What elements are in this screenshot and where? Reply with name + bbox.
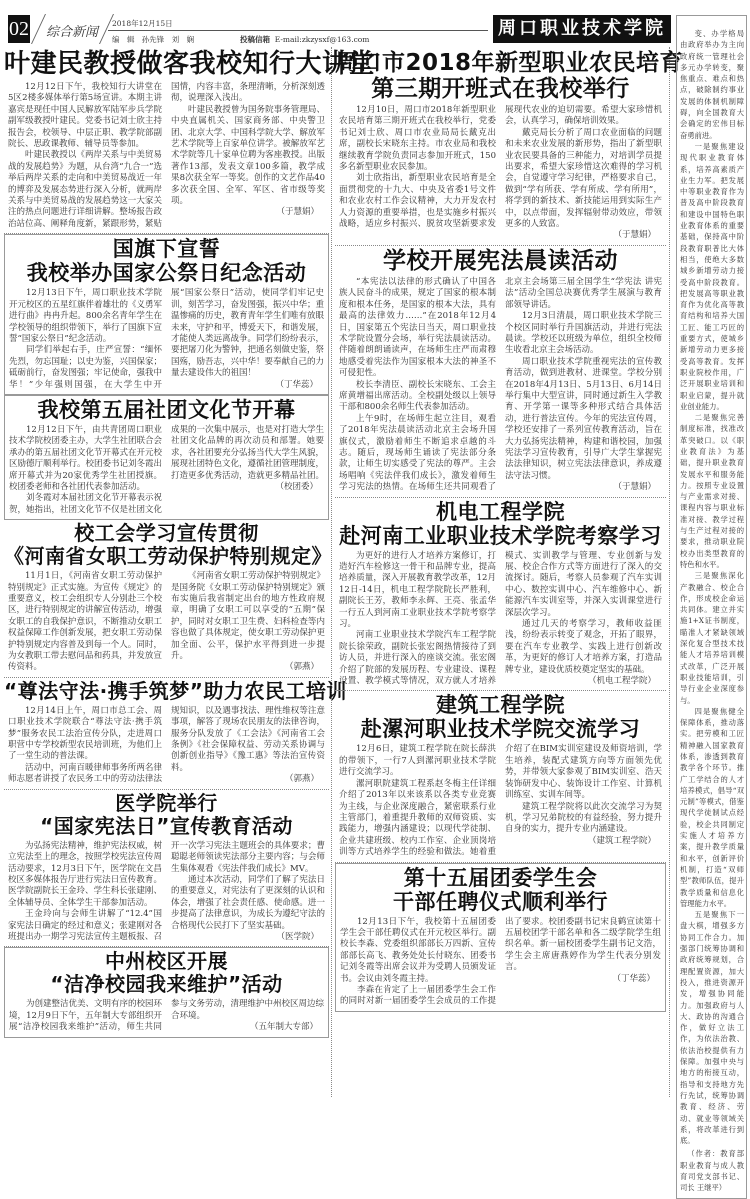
byline: （丁华蕊） bbox=[275, 379, 318, 390]
headline: 我校举办国家公祭日纪念活动 bbox=[26, 261, 307, 286]
editor-names: 孙先锋 刘 娴 bbox=[141, 35, 195, 44]
left-column bbox=[4, 48, 376, 1038]
headline: “尊法守法·携手筑梦”助力农民工培训 bbox=[4, 678, 347, 703]
byline: （五年制大专部） bbox=[249, 1022, 318, 1033]
headline: 机电工程学院 bbox=[436, 499, 565, 524]
paragraph: 校长李清臣、副校长宋晓东、工会主席黄增福出席活动。全校副处级以上领导干部和800余名师生代表参加活动。 bbox=[339, 379, 496, 413]
paragraph: 刘士欣指出，新型职业农民培育是全面贯彻党的十九大、中央及省委1号文件和农业农村工作会议精神，大力开发农村人力资源的重要举措，也是实施乡村振兴战略，适应乡村振兴、脱贫攻坚新要求发展现代农业的迫切需要。希望大家珍惜机会，认真学习，确保培训效果。 bbox=[339, 105, 662, 230]
sidebar-commentary bbox=[676, 15, 747, 1199]
article-body bbox=[339, 744, 662, 858]
article-body bbox=[9, 425, 324, 516]
byline: （机电工程学院） bbox=[587, 676, 656, 687]
paragraph: 一是聚焦建设现代职业教育体系，培养高素质产业生力军。把发展中等职业教育作为普及高中阶段教育和建设中国特色职业教育体系的重要基础，保持高中阶段教育职普比大体相当，使绝大多数城乡新增劳动力接受高中阶段教育。把发展高等职业教育作为优化高等教育结构和培养大国工匠、能工巧匠的重要方式，使城乡新增劳动力更多接受高等教育。发挥职业院校作用，广泛开展职业培训和职业启蒙，提升就业创业能力。 bbox=[680, 141, 744, 411]
masthead-logo: 周口职业技术学院 bbox=[493, 15, 671, 43]
byline: （医学院） bbox=[276, 931, 319, 942]
article-law-training bbox=[4, 678, 347, 790]
byline: （郭燕） bbox=[284, 774, 319, 785]
paragraph: 变、办学格局由政府举办为主向政府统一管理社会多元办学转变，聚焦重点、难点和热点，破除制约事业发展的体制机制障碍，向全国教育大会确定的宏伟目标奋勇前进。 bbox=[680, 29, 744, 140]
byline: （丁华蕊） bbox=[612, 973, 655, 984]
paragraph: “本宪法以法律的形式确认了中国各族人民奋斗的成果，规定了国家的根本制度和根本任务，是国家的根本大法，具有最高的法律效力……”在2018年12月4日，国家第五个宪法日当天，周口职业技术学院设置分会场，举行宪法晨读活动。伴随着朗朗诵读声，在场师生庄严而肃穆地感受着宪法作为国家根本大法的神圣不可侵犯性。 bbox=[339, 276, 496, 379]
editor-label: 编 辑 bbox=[112, 35, 135, 44]
headline: “国家宪法日”宣传教育活动 bbox=[40, 813, 293, 838]
paragraph: 建筑工程学院将以此次交流学习为契机，学习兄弟院校的有益经验，努力提升自身的实力，提升专业内涵建设。 bbox=[505, 801, 662, 835]
paragraph: 12月13日下午，我校第十五届团委学生会干部任聘仪式在开元校区举行。副校长李森、党委组织部部长万四新、宣传部部长高飞、教务处处长付晓东、团委书记刘冬霞等出席会议并为受聘人员颁发证书。会议由刘冬霞主持。 bbox=[340, 916, 496, 984]
headline: 国旗下宣誓 bbox=[112, 237, 221, 262]
article-constitution-reading bbox=[335, 246, 666, 498]
paragraph: 活动中，河南百暖律师事务所两名律师志愿者讲授了农民务工中的劳动法律法规知识，以及遇事找法、理性维权等注意事项，解答了现场农民朋友的法律咨询，服务分队发放了《工会法》《河南省工会条例》《社会保障权益、劳动关系协调与创新创业指导》《豫工惠》等法治宣传资料。 bbox=[8, 705, 325, 785]
headline: 校工会学习宣传贯彻 bbox=[74, 521, 259, 546]
paragraph: 刘冬霞对本届社团文化节开幕表示祝贺，她指出，社团文化节不仅是社团文化成果的一次集中展示，也是对打造大学生社团文化品牌的再次动员和部署。她要求，各社团要充分弘扬当代大学生风貌，展现社团特色文化，遵循社团管理制度，打造更多优秀活动，造就更多精品社团。 bbox=[9, 424, 325, 515]
paragraph: 11月1日，《河南省女职工劳动保护特别规定》正式实施。为宣传《规定》的重要意义，校工会组织专人分别赴三个校区，进行特别规定的讲解宣传活动，增强女职工的自我保护意识，不断推动女职工权益保障工作创新发展，把女职工劳动保护特别规定内容普及到每一个人。同时，为女教职工带去慰问品和药具，并发放宣传资料。 bbox=[8, 571, 162, 673]
mail-address: E-mail:zkzysxf@163.com bbox=[274, 35, 370, 44]
header-divider bbox=[31, 14, 46, 44]
article-farmer-training bbox=[335, 48, 684, 246]
paragraph: 12月3日清晨，周口职业技术学院三个校区同时举行升国旗活动，并进行宪法晨读。学校还以班级为单位，组织全校师生收看北京主会场活动。 bbox=[505, 311, 662, 356]
mail-label: 投稿信箱 bbox=[240, 35, 270, 44]
byline: （校团委） bbox=[275, 481, 318, 492]
article-constitution-day bbox=[4, 790, 329, 948]
headline: 建筑工程学院 bbox=[436, 693, 565, 718]
paragraph: 四是聚焦健全保障体系，推动落实。把劳模和工匠精神融入国家教育体系，渗透到教育教学各个环节。推广工学结合的人才培养模式，倡导“双元制”等模式，借鉴现代学徒制试点经验，校企共同制定实施人才培养方案，提升教学质量和水平，创新评价机制，打造“双师型”教师队伍，提升教学质量和信息化管理能力水平。 bbox=[680, 706, 744, 908]
headline: 赴漯河职业技术学院交流学习 bbox=[360, 717, 641, 742]
column-divider bbox=[669, 47, 670, 1097]
paragraph: 上午9时，在场师生起立注目，观看了2018年宪法晨读活动北京主会场升国旗仪式，激励着师生不断追求卓越的斗志。随后，现场师生诵读了宪法部分条款，让师生切实感受了宪法的尊严。主会场唱响《宪法伴我们成长》，激发着师生学习宪法的热情。在场师生还共同观看了北京主会场第三届全国学生“学宪法 讲宪法”活动全国总决赛优秀学生展演与教育部领导讲话。 bbox=[339, 276, 662, 493]
paragraph: 12月13日下午，周口职业技术学院开元校区的五星红旗伴着雄壮的《义勇军进行曲》冉冉升起。800余名青年学生在学校领导的组织带领下，举行了国旗下宣誓“国家公祭日”纪念活动。 bbox=[9, 288, 163, 344]
paragraph: 五是聚焦下一盘大棋，增强多方协同工作合力。加强部门统筹协调和政府统筹规划，合理配置资源，加大投入，推进资源开发，增强协同能力。加强政府与人大、政协的沟通合作，做好立法工作，为依法治教、依法治校提供有力保障。加强中央与地方的衔接互动，指导和支持地方先行先试，统筹协调教育、经济、劳动、就业等领域关系，将改革进行到底。 bbox=[680, 910, 744, 1146]
paragraph: 戴克局长分析了周口农业面临的问题和未来农业发展的新形势，指出了新型职业农民要具备的三种能力，对培训学员提出要求，希望大家珍惜这次难得的学习机会，自觉遵守学习纪律，严格要求自己，做到“学有所获、学有所成、学有所用”，将学到的新技术、新技能运用到实际生产中，以点带面，发挥辐射带动效应，带领更多的人致富。 bbox=[505, 127, 662, 230]
paragraph: 12月14日上午，周口市总工会、周口职业技术学院联合“尊法守法·携手筑梦”服务农民工法治宣传分队，走进周口职营中专学校新型农民培训班，为他们上了一堂生动的普法课。 bbox=[8, 705, 162, 762]
article-memorial-day bbox=[4, 234, 329, 395]
headline: 第十五届团委学生会 bbox=[403, 865, 598, 890]
article-body bbox=[8, 82, 325, 230]
paragraph: 漯河职院建筑工程系赵冬梅主任详细介绍了2013年以来该系以各类专业竞赛为主线，与企业深度融合，紧密联系行业主管部门，着重提升教师的双师资质、实践能力，增强内涵建设；以现代学徒制、企业共建班级、校内工作室、企业顶岗培训等方式培养学生的经验和做法。她着重介绍了在BIM实训室建设及师资培训，学生培养，装配式建筑方向等方面领先优势，并带领大家参观了BIM实训室、浩天装饰研发中心、装饰设计工作室、计算机训练室、实训车间等。 bbox=[339, 744, 662, 858]
issue-date: 2018年12月15日 bbox=[112, 19, 173, 28]
paragraph: 《河南省女职工劳动保护特别规定》是国务院《女职工劳动保护特别规定》颁布实施后我省制定出台的地方性政府规章，明确了女职工可以享受的“五期”保护，同时对女职工卫生费、妇科检查等内容也做了具体规定，使女职工劳动保护更加全面、公平，保护水平得到进一步提升。 bbox=[171, 571, 325, 662]
paragraph: 12月10日，周口市2018年新型职业农民培育第三期开班式在我校举行，党委书记刘士欣、周口市农业局局长戴克出席，副校长宋晓东主持。市农业局和我校继续教育学院负责同志参加开班式，150多名新型职业农民参加。 bbox=[339, 105, 496, 173]
article-body bbox=[8, 571, 325, 674]
paragraph: 周口职业技术学院重视宪法的宣传教育活动，做到进教材、进课堂。学校分别在2018年4月13日、5月13日、6月14日举行集中大型宣讲，同时通过新生入学教育、开学第一课等多种形式结合具体活动，进行普法宣传。今年的宪法宣传周，学校还安排了一系列宣传教育活动，旨在大力弘扬宪法精神，构建和谐校园，加强宪法学习宣传教育，引导广大学生掌握宪法法律知识，树立宪法法律意识，养成遵法守法习惯。 bbox=[505, 356, 662, 481]
byline: （于慧娟） bbox=[613, 482, 656, 493]
paragraph: 三是聚焦深化产教融合、校企合作，形成校企命运共同体。建立并实施1+X证书制度，瞄准人才紧缺领域深化复合型技术技能人才培养培训模式改革，广泛开展职业技能培训，引导行业企业深度参与。 bbox=[680, 571, 744, 705]
paragraph: 通过几天的考察学习，教师收益匪浅，纷纷表示转变了观念，开拓了眼界，要在汽车专业教学、实践上进行创新改革，为更好的修订人才培养方案，打造品牌专业，建设优质校奠定坚实的基础。 bbox=[505, 619, 662, 675]
headline: 第三期开班式在我校举行 bbox=[371, 76, 630, 102]
paragraph: 王金玲向与会师生讲解了“12.4”国家宪法日确定的经过和意义；张建刚对各班提出办一期学习宪法宣传主题板报、召开一次学习宪法主题班会的具体要求；曹聪聪老师领读宪法部分主要内容；与会师生集体观看《宪法伴我们成长》MV。 bbox=[8, 840, 325, 942]
byline: （建筑工程学院） bbox=[587, 835, 656, 846]
editor-credit bbox=[112, 34, 194, 45]
article-lecture bbox=[4, 48, 376, 234]
article-architecture-visit bbox=[335, 691, 666, 862]
paragraph: 为创建整洁优美、文明有序的校园环境，12月9日下午，五年制大专部组织开展“洁净校园我来维护”活动，师生共同参与文务劳动，清理维护中州校区周边综合环境。 bbox=[9, 999, 325, 1033]
paragraph: 河南工业职业技术学院汽车工程学院院长徐荣政，副院长张宏阁热情接待了到访人员，并进行深入的座谈交流。张宏阁介绍了院部的发展历程、专业建设、课程设置、教学模式等情况，双方就人才培养模式、实训教学与管理、专业创新与发展、校企合作方式等方面进行了深入的交流探讨。随后，考察人员参观了汽车实训中心、数控实训中心、汽车维修中心、新能源汽车实训室等，并深入实训课堂进行深层次学习。 bbox=[339, 550, 662, 687]
byline: （作者：教育部职业教育与成人教育司党支部书记、司长 王继平） bbox=[680, 1149, 744, 1193]
section-title: 综合新闻 bbox=[46, 25, 99, 40]
article-body bbox=[8, 706, 325, 786]
article-body bbox=[9, 288, 324, 391]
headline: 医学院举行 bbox=[115, 790, 218, 815]
column-divider bbox=[331, 47, 332, 1097]
article-union-regulation bbox=[4, 520, 332, 678]
paragraph: 叶建民教授曾为国务院事务管理局、中央直属机关、国家商务部、中央警卫团、北京大学、中国科学院大学、解放军艺术学院等上百家单位讲学。被解放军艺术学院等几十家单位聘为客座教授。出版著作13部，发表文章100多篇，教学成果8次获全军一等奖。创作的文艺作品40多次获全国、全军、军区、省市级等奖项。 bbox=[171, 104, 325, 207]
submission-mail bbox=[240, 34, 369, 45]
paragraph: 为弘扬宪法精神，维护宪法权威，树立宪法至上的理念，按照学校宪法宣传周活动要求，12月3日下午，医学院在文昌校区多媒体报告厅进行宪法日宣传教育。医学院副院长王金玲、学生科长张建刚、全体辅导员、全体学生干部参加活动。 bbox=[8, 840, 162, 908]
headline: 干部任聘仪式顺利举行 bbox=[393, 889, 608, 914]
headline: “洁净校园我来维护”活动 bbox=[50, 972, 283, 997]
page-number: 02 bbox=[8, 15, 30, 43]
byline: （于慧娟） bbox=[276, 207, 319, 218]
paragraph: 二是聚焦完善制度标准，找准改革突破口。以《职业教育法》为基础，提升职业教育发展水平和服务能力。按照专业设置与产业需求对接、课程内容与职业标准对接、教学过程与生产过程对接的要求，推动职业院校办出类型教育的特色和水平。 bbox=[680, 413, 744, 569]
article-body bbox=[9, 999, 324, 1033]
headline: 我校第五届社团文化节开幕 bbox=[37, 397, 296, 422]
article-body bbox=[339, 277, 662, 494]
article-body bbox=[339, 551, 662, 688]
headline: 叶建民教授做客我校知行大讲堂 bbox=[4, 49, 376, 79]
paragraph: 12月12日下午，由共青团周口职业技术学院校团委主办，大学生社团联合会承办的第五届社团文化节开幕式在开元校区励德厅顺利举行。校团委书记刘冬霞出席开幕式并为20家优秀学生社团授旗。校团委老师和各社团代表参加活动。 bbox=[9, 424, 163, 492]
paragraph: 12月6日，建筑工程学院在院长薛洪的带领下，一行7人到漯河职业技术学院进行交流学习。 bbox=[339, 744, 496, 778]
paragraph: 叶建民教授以《两岸关系与中美贸易战的发展趋势》为题，从台湾“九合一”选举后两岸关系的走向和中美贸易战近一年的博弈及发展态势进行深入分析，就两岸关系与中美贸易战的发展趋势这一大家关注的热点问题进行详细讲解。整场报告政治站位高、阐释角度新，紧跟形势，紧贴国情，内容丰富，条理清晰，分析深刻透彻，说理深入浅出。 bbox=[8, 82, 325, 229]
article-body bbox=[340, 917, 661, 1008]
paragraph: 同学们举起右手，庄严宣誓：“缅怀先烈，勿忘国耻；以史为鉴，兴国保家；砥砺前行，奋发图强；牢记使命，强我中华！”少年强则国强，在大学生中开展“国家公祭日”活动，使同学们牢记史训，刻苦学习，奋发图强，振兴中华；重温惨痛的历史，教育青年学生们唯有放眼未来，守护和平，博爱天下，和谐发展，才能使人类远离战争。同学们纷纷表示，要把屠刀化为警钟，把通名刻做史鉴，祭国殇，励吾志，兴中华！要奉献自己的力量去建设伟大的祖国！ bbox=[9, 288, 325, 390]
article-body bbox=[339, 105, 662, 242]
headline: 《河南省女职工劳动保护特别规定》 bbox=[4, 544, 332, 569]
middle-column bbox=[335, 48, 684, 1012]
header-rule bbox=[108, 30, 488, 31]
paragraph: 李森在肯定了上一届团委学生会工作的同时对新一届团委学生会成员的工作提出了要求。校团委副书记宋良鹤宣读第十五届校团学干部名单和各二级学院学生组织名单。新一届校团委学生副书记文浩，学生会主席唐燕婷作为学生代表分别发言。 bbox=[340, 916, 661, 1007]
byline: （郭燕） bbox=[284, 662, 319, 673]
article-body bbox=[8, 841, 325, 944]
paragraph: 12月12日下午，我校知行大讲堂在5区2楼多媒体举行第5场宣讲。本期主讲嘉宾是现任中国人民解放军陆军步兵学院副军级教授叶建民。党委书记刘士欣主持报告会，校领导、中层正职、教学院部副院长、思政课教师、辅导员等参加。 bbox=[8, 82, 162, 150]
article-clean-campus bbox=[4, 947, 329, 1037]
article-mechatronics-visit bbox=[335, 498, 666, 692]
headline: 学校开展宪法晨读活动 bbox=[383, 247, 618, 274]
headline: 周口市2018年新型职业农民培育 bbox=[335, 50, 684, 76]
paragraph: 通过本次活动，同学们了解了宪法日的重要意义，对宪法有了更深刻的认识和体会，增强了社会责任感、使命感。进一步提高了法律意识，为成长为遵纪守法的合格现代公民打下了坚实基础。 bbox=[171, 874, 325, 931]
headline: 赴河南工业职业技术学院考察学习 bbox=[339, 523, 662, 548]
paragraph: 为更好的进行人才培养方案修订，打造好汽车检修这一骨干和品牌专业，提高培养质量，深入开展教育教学改革，12月12日-14日，机电工程学院院长严胜利，副院长王芳，教师李永辉、王亮、张孟华一行五人到河南工业职业技术学院考察学习。 bbox=[339, 550, 496, 630]
byline: （于慧娟） bbox=[613, 230, 656, 241]
headline: 中州校区开展 bbox=[105, 949, 228, 974]
article-club-festival bbox=[4, 395, 329, 520]
article-league-appointment bbox=[335, 863, 666, 1012]
